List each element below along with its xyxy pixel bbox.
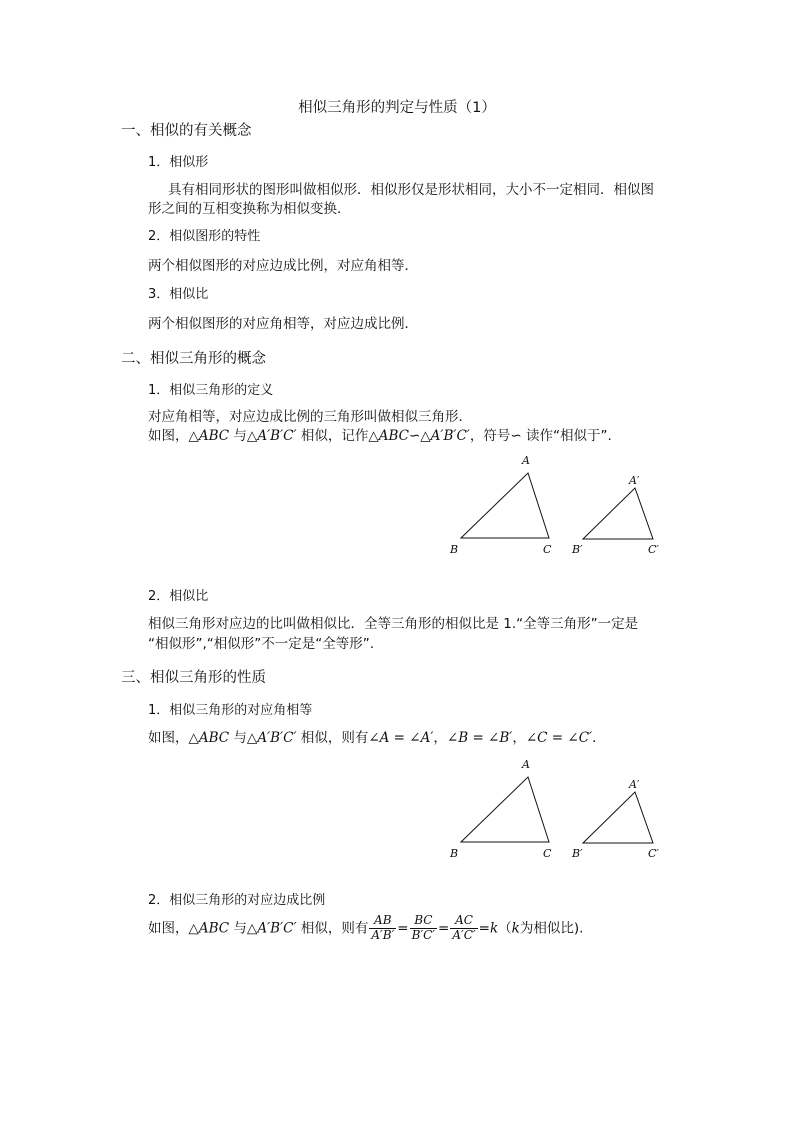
s1-item2-para: 两个相似图形的对应边成比例，对应角相等． bbox=[148, 258, 418, 274]
label-B: B bbox=[450, 543, 459, 556]
fraction-ac: $\frac{AC}{A'C'}$ bbox=[452, 913, 476, 942]
s2-item1-para-line1: 对应角相等，对应边成比例的三角形叫做相似三角形． bbox=[148, 409, 472, 425]
s2-item2-para-line1: 相似三角形对应边的比叫做相似比．全等三角形的相似比是 1.“全等三角形”一定是 bbox=[148, 616, 639, 632]
s3-item2-title: 2．相似三角形的对应边成比例 bbox=[148, 893, 326, 908]
section-2-heading: 二、相似三角形的概念 bbox=[121, 351, 266, 367]
s1-item1-para-line1: 具有相同形状的图形叫做相似形．相似形仅是形状相同，大小不一定相同．相似图 bbox=[168, 182, 654, 198]
s2-item1-para-line2: 如图，△ABC 与△A′B′C′ 相似，记作△ABC∽△A′B′C′，符号∽ 读作“相似于”. bbox=[148, 428, 612, 444]
page-title: 相似三角形的判定与性质（1） bbox=[298, 100, 496, 116]
s3-item1-para: 如图，△ABC 与△A′B′C′ 相似，则有∠A = ∠A′，∠B = ∠B′，∠C = ∠C′． bbox=[148, 730, 606, 746]
label-B-prime: B′ bbox=[572, 543, 583, 556]
label-C: C bbox=[543, 847, 552, 860]
section-3-heading: 三、相似三角形的性质 bbox=[121, 670, 266, 686]
label-B: B bbox=[450, 847, 459, 860]
s3-item2-para: 如图，△ABC 与△A′B′C′ 相似，则有 $\frac{AB}{A'B'}$ = $\frac{BC}{B'C'}$ = $\frac{AC}{A'C'}$ =k（k为相似比). bbox=[148, 913, 584, 942]
label-A: A bbox=[522, 758, 530, 771]
s2-item1-title: 1．相似三角形的定义 bbox=[148, 383, 274, 398]
triangle-abc bbox=[461, 473, 549, 538]
s1-item3-title: 3．相似比 bbox=[148, 287, 209, 302]
fraction-bc: $\frac{BC}{B'C'}$ bbox=[411, 913, 436, 942]
label-A-prime: A′ bbox=[629, 474, 640, 487]
s2-item2-para-line2: “相似形”,“相似形”不一定是“全等形”. bbox=[148, 636, 375, 652]
s1-item3-para: 两个相似图形的对应角相等，对应边成比例． bbox=[148, 316, 418, 332]
s1-item1-title: 1．相似形 bbox=[148, 155, 209, 170]
label-B-prime: B′ bbox=[572, 847, 583, 860]
s1-item2-title: 2．相似图形的特性 bbox=[148, 229, 261, 244]
triangle-abc bbox=[461, 777, 549, 842]
s2-item2-title: 2．相似比 bbox=[148, 589, 209, 604]
label-A-prime: A′ bbox=[629, 778, 640, 791]
label-C: C bbox=[543, 543, 552, 556]
figure-similar-triangles-1 bbox=[440, 448, 670, 563]
label-C-prime: C′ bbox=[648, 543, 659, 556]
s1-item1-para-line2: 形之间的互相变换称为相似变换． bbox=[148, 201, 351, 217]
label-C-prime: C′ bbox=[648, 847, 659, 860]
label-A: A bbox=[522, 454, 530, 467]
triangle-a2b2c2 bbox=[583, 792, 653, 843]
fraction-ab: $\frac{AB}{A'B'}$ bbox=[371, 913, 395, 942]
s3-item1-title: 1．相似三角形的对应角相等 bbox=[148, 703, 313, 718]
triangle-a2b2c2 bbox=[583, 488, 653, 539]
figure-similar-triangles-2 bbox=[440, 752, 670, 867]
section-1-heading: 一、相似的有关概念 bbox=[121, 123, 252, 139]
